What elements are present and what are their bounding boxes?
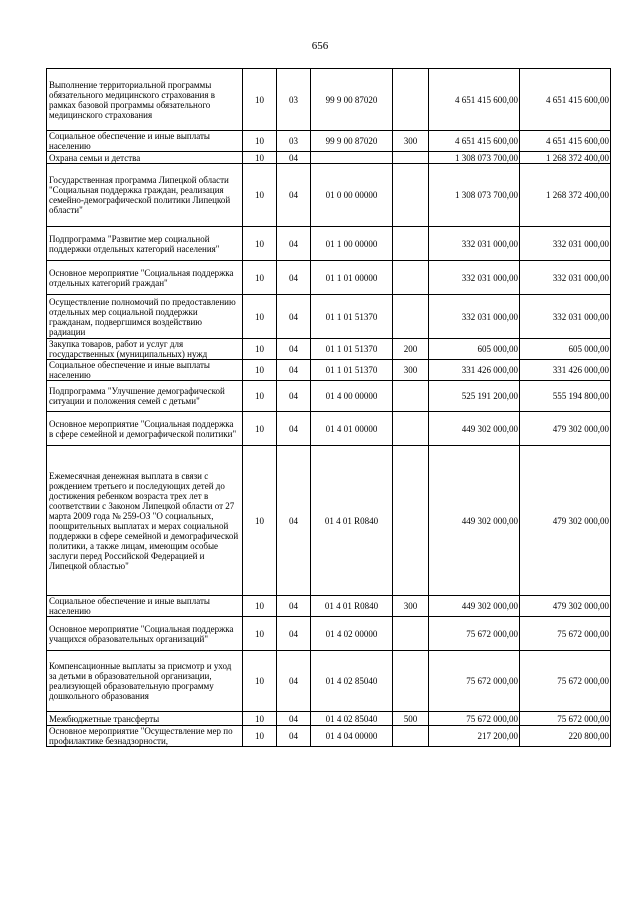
row-amount-year-2: 75 672 000,00 bbox=[520, 712, 611, 726]
row-amount-year-2: 1 268 372 400,00 bbox=[520, 152, 611, 164]
row-expense-type bbox=[393, 651, 429, 712]
row-subsection: 04 bbox=[277, 164, 311, 227]
row-section: 10 bbox=[243, 227, 277, 261]
row-name: Социальное обеспечение и иные выплаты населению bbox=[47, 596, 243, 617]
row-name: Подпрограмма "Улучшение демографической ситуации и положения семей с детьми" bbox=[47, 381, 243, 412]
row-target-article: 01 4 01 R0840 bbox=[311, 596, 393, 617]
row-expense-type bbox=[393, 295, 429, 339]
table-row bbox=[47, 152, 611, 164]
row-name: Ежемесячная денежная выплата в связи с рождением третьего и последующих детей до достижения ребенком возраста трех лет в соответствии с Законом Липецкой области от 27 марта 2009 года № 259-ОЗ "О социальных, поощрительных выплатах и мерах социальной поддержки в сфере семейной и демографической политики, а также лицам, имеющим особые заслуги перед Российской Федерацией и Липецкой областью" bbox=[47, 446, 243, 596]
row-name: Охрана семьи и детства bbox=[47, 152, 243, 164]
row-section: 10 bbox=[243, 164, 277, 227]
row-amount-year-1: 332 031 000,00 bbox=[429, 295, 520, 339]
table-row bbox=[47, 360, 611, 381]
row-expense-type bbox=[393, 617, 429, 651]
budget-table bbox=[46, 68, 611, 747]
row-amount-year-1: 1 308 073 700,00 bbox=[429, 152, 520, 164]
row-subsection: 04 bbox=[277, 712, 311, 726]
table-row bbox=[47, 131, 611, 152]
table-row bbox=[47, 69, 611, 131]
row-amount-year-2: 331 426 000,00 bbox=[520, 360, 611, 381]
row-target-article: 01 1 01 51370 bbox=[311, 295, 393, 339]
row-section: 10 bbox=[243, 381, 277, 412]
row-expense-type bbox=[393, 726, 429, 747]
row-amount-year-1: 332 031 000,00 bbox=[429, 261, 520, 295]
row-amount-year-2: 75 672 000,00 bbox=[520, 617, 611, 651]
row-name: Социальное обеспечение и иные выплаты населению bbox=[47, 131, 243, 152]
row-amount-year-1: 4 651 415 600,00 bbox=[429, 69, 520, 131]
row-amount-year-1: 217 200,00 bbox=[429, 726, 520, 747]
row-target-article: 01 4 02 85040 bbox=[311, 651, 393, 712]
row-expense-type bbox=[393, 412, 429, 446]
row-section: 10 bbox=[243, 360, 277, 381]
row-expense-type bbox=[393, 69, 429, 131]
row-amount-year-2: 332 031 000,00 bbox=[520, 261, 611, 295]
row-amount-year-2: 479 302 000,00 bbox=[520, 446, 611, 596]
table-row bbox=[47, 617, 611, 651]
row-amount-year-1: 75 672 000,00 bbox=[429, 651, 520, 712]
row-name: Социальное обеспечение и иные выплаты населению bbox=[47, 360, 243, 381]
row-expense-type: 300 bbox=[393, 131, 429, 152]
row-expense-type: 300 bbox=[393, 360, 429, 381]
table-row bbox=[47, 381, 611, 412]
row-target-article bbox=[311, 152, 393, 164]
table-row bbox=[47, 446, 611, 596]
row-section: 10 bbox=[243, 339, 277, 360]
row-name: Закупка товаров, работ и услуг для государственных (муниципальных) нужд bbox=[47, 339, 243, 360]
table-row bbox=[47, 227, 611, 261]
row-section: 10 bbox=[243, 152, 277, 164]
page-number: 656 bbox=[311, 40, 329, 52]
row-section: 10 bbox=[243, 261, 277, 295]
row-section: 10 bbox=[243, 412, 277, 446]
row-section: 10 bbox=[243, 596, 277, 617]
row-subsection: 04 bbox=[277, 227, 311, 261]
row-amount-year-2: 555 194 800,00 bbox=[520, 381, 611, 412]
row-target-article: 01 4 02 85040 bbox=[311, 712, 393, 726]
row-section: 10 bbox=[243, 712, 277, 726]
table-row bbox=[47, 261, 611, 295]
row-expense-type bbox=[393, 152, 429, 164]
row-subsection: 04 bbox=[277, 360, 311, 381]
row-section: 10 bbox=[243, 446, 277, 596]
row-target-article: 01 4 04 00000 bbox=[311, 726, 393, 747]
row-section: 10 bbox=[243, 69, 277, 131]
row-subsection: 04 bbox=[277, 152, 311, 164]
row-subsection: 03 bbox=[277, 131, 311, 152]
row-amount-year-1: 332 031 000,00 bbox=[429, 227, 520, 261]
row-amount-year-2: 1 268 372 400,00 bbox=[520, 164, 611, 227]
row-expense-type: 200 bbox=[393, 339, 429, 360]
row-amount-year-1: 4 651 415 600,00 bbox=[429, 131, 520, 152]
row-subsection: 04 bbox=[277, 339, 311, 360]
row-section: 10 bbox=[243, 617, 277, 651]
row-subsection: 04 bbox=[277, 261, 311, 295]
row-name: Осуществление полномочий по предоставлению отдельных мер социальной поддержки гражданам, подвергшимся воздействию радиации bbox=[47, 295, 243, 339]
row-subsection: 04 bbox=[277, 596, 311, 617]
row-target-article: 01 1 01 51370 bbox=[311, 339, 393, 360]
row-name: Основное мероприятие "Осуществление мер по профилактике безнадзорности, bbox=[47, 726, 243, 747]
row-expense-type bbox=[393, 261, 429, 295]
row-amount-year-2: 220 800,00 bbox=[520, 726, 611, 747]
row-target-article: 99 9 00 87020 bbox=[311, 131, 393, 152]
row-section: 10 bbox=[243, 651, 277, 712]
row-name: Основное мероприятие "Социальная поддержка учащихся образовательных организаций" bbox=[47, 617, 243, 651]
row-target-article: 01 1 01 51370 bbox=[311, 360, 393, 381]
row-amount-year-2: 4 651 415 600,00 bbox=[520, 69, 611, 131]
table-row bbox=[47, 164, 611, 227]
row-target-article: 01 4 01 00000 bbox=[311, 412, 393, 446]
row-target-article: 01 4 00 00000 bbox=[311, 381, 393, 412]
row-section: 10 bbox=[243, 726, 277, 747]
table-row bbox=[47, 412, 611, 446]
row-subsection: 04 bbox=[277, 446, 311, 596]
row-amount-year-2: 479 302 000,00 bbox=[520, 412, 611, 446]
row-amount-year-1: 1 308 073 700,00 bbox=[429, 164, 520, 227]
row-amount-year-1: 75 672 000,00 bbox=[429, 617, 520, 651]
row-amount-year-1: 449 302 000,00 bbox=[429, 446, 520, 596]
row-name: Основное мероприятие "Социальная поддержка отдельных категорий граждан" bbox=[47, 261, 243, 295]
row-name: Основное мероприятие "Социальная поддержка в сфере семейной и демографической политики" bbox=[47, 412, 243, 446]
row-amount-year-2: 332 031 000,00 bbox=[520, 295, 611, 339]
row-subsection: 04 bbox=[277, 412, 311, 446]
row-amount-year-1: 449 302 000,00 bbox=[429, 596, 520, 617]
row-subsection: 04 bbox=[277, 651, 311, 712]
row-expense-type bbox=[393, 164, 429, 227]
table-row bbox=[47, 295, 611, 339]
row-subsection: 04 bbox=[277, 726, 311, 747]
table-row bbox=[47, 339, 611, 360]
row-amount-year-2: 75 672 000,00 bbox=[520, 651, 611, 712]
row-expense-type: 500 bbox=[393, 712, 429, 726]
row-section: 10 bbox=[243, 295, 277, 339]
row-subsection: 03 bbox=[277, 69, 311, 131]
row-target-article: 01 1 00 00000 bbox=[311, 227, 393, 261]
row-target-article: 01 0 00 00000 bbox=[311, 164, 393, 227]
row-expense-type bbox=[393, 446, 429, 596]
row-name: Подпрограмма "Развитие мер социальной поддержки отдельных категорий населения" bbox=[47, 227, 243, 261]
table-row bbox=[47, 712, 611, 726]
row-amount-year-2: 605 000,00 bbox=[520, 339, 611, 360]
row-name: Государственная программа Липецкой области "Социальная поддержка граждан, реализация семейно-демографической политики Липецкой области" bbox=[47, 164, 243, 227]
row-amount-year-1: 449 302 000,00 bbox=[429, 412, 520, 446]
row-expense-type bbox=[393, 381, 429, 412]
row-amount-year-1: 331 426 000,00 bbox=[429, 360, 520, 381]
row-name: Межбюджетные трансферты bbox=[47, 712, 243, 726]
row-amount-year-1: 605 000,00 bbox=[429, 339, 520, 360]
table-row bbox=[47, 726, 611, 747]
row-name: Компенсационные выплаты за присмотр и уход за детьми в образовательной организации, реализующей образовательную программу дошкольного образования bbox=[47, 651, 243, 712]
row-target-article: 01 4 02 00000 bbox=[311, 617, 393, 651]
row-expense-type: 300 bbox=[393, 596, 429, 617]
row-amount-year-1: 525 191 200,00 bbox=[429, 381, 520, 412]
table-row bbox=[47, 596, 611, 617]
row-amount-year-2: 332 031 000,00 bbox=[520, 227, 611, 261]
row-target-article: 99 9 00 87020 bbox=[311, 69, 393, 131]
row-amount-year-2: 4 651 415 600,00 bbox=[520, 131, 611, 152]
row-target-article: 01 1 01 00000 bbox=[311, 261, 393, 295]
row-target-article: 01 4 01 R0840 bbox=[311, 446, 393, 596]
row-amount-year-2: 479 302 000,00 bbox=[520, 596, 611, 617]
table-row bbox=[47, 651, 611, 712]
row-subsection: 04 bbox=[277, 381, 311, 412]
row-subsection: 04 bbox=[277, 295, 311, 339]
row-section: 10 bbox=[243, 131, 277, 152]
row-amount-year-1: 75 672 000,00 bbox=[429, 712, 520, 726]
row-subsection: 04 bbox=[277, 617, 311, 651]
row-expense-type bbox=[393, 227, 429, 261]
row-name: Выполнение территориальной программы обязательного медицинского страхования в рамках базовой программы обязательного медицинского страхования bbox=[47, 69, 243, 131]
